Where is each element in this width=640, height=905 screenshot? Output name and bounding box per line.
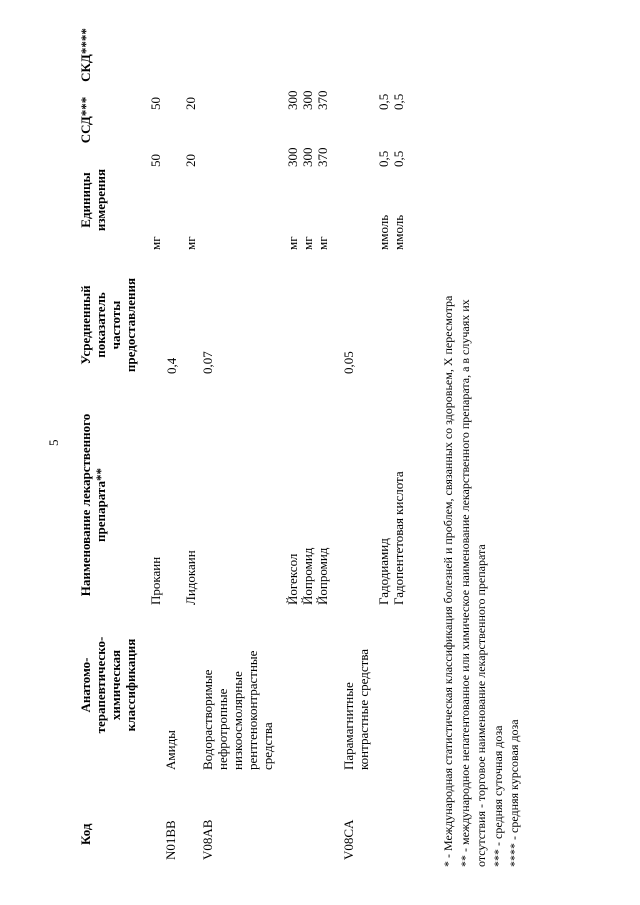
row-atc: Амиды [163, 730, 178, 770]
header-ssd: ССД*** [78, 96, 93, 144]
row-code: N01BB [163, 820, 178, 860]
row-ssd: 50 [148, 154, 163, 167]
row-frequency: 0,07 [200, 351, 215, 374]
page-number: 5 [46, 439, 61, 446]
row-skd-values: 300 300 370 [285, 90, 330, 110]
row-drug-names: Гадодиамид Гадопентетовая кислота [376, 471, 406, 605]
header-frequency: Усредненный показатель частоты предоставления [78, 277, 138, 373]
row-skd: 50 [148, 97, 163, 110]
footnote: *** - средняя суточная доза [490, 725, 505, 867]
row-ssd-values: 0,5 0,5 [376, 150, 406, 167]
header-atc: Анатомо- терапевтическо- химическая классификация [78, 636, 138, 734]
row-frequency: 0,05 [341, 351, 356, 374]
row-ssd-values: 300 300 370 [285, 147, 330, 167]
row-unit: мг [148, 236, 163, 250]
header-units: Единицы измерения [78, 168, 108, 232]
footnote: ** - международное непатентованное или химическое наименование лекарственного препарата, а в случаях их [457, 299, 472, 867]
row-drug-name: Лидокаин [183, 550, 198, 605]
row-unit: мг [183, 236, 198, 250]
row-drug-name: Прокаин [148, 556, 163, 605]
footnote: * - Международная статистическая классификация болезней и проблем, связанных со здоровьем, X пересмотра [441, 295, 455, 867]
row-skd: 20 [183, 97, 198, 110]
row-drug-names: Йогексол Йопромид Йопромид [285, 547, 330, 605]
footnote: **** - средняя курсовая доза [507, 719, 521, 867]
header-drug-name: Наименование лекарственного препарата** [78, 413, 108, 597]
footnote: отсутствия - торговое наименование лекарственного препарата [474, 544, 488, 867]
row-atc: Водорастворимые нефротропные низкоосмолярные рентгеноконтрастные средства [200, 650, 275, 770]
footnotes [440, 7, 523, 867]
row-frequency: 0,4 [164, 357, 179, 374]
row-ssd: 20 [183, 154, 198, 167]
header-skd: СКД**** [78, 28, 93, 82]
row-atc: Парамагнитные контрастные средства [341, 648, 371, 770]
row-units: ммоль ммоль [376, 214, 406, 250]
header-code: Код [78, 823, 93, 845]
row-code: V08CA [341, 819, 356, 860]
row-units: мг мг мг [285, 236, 330, 250]
row-code: V08AB [200, 819, 215, 860]
row-skd-values: 0,5 0,5 [376, 93, 406, 110]
